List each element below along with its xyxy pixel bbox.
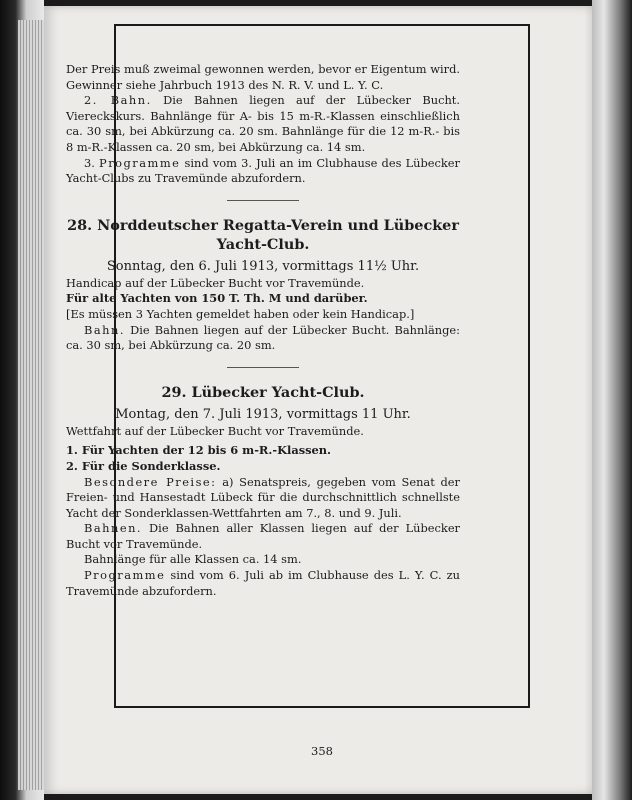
section-29-programme-label: Programme <box>84 568 166 583</box>
section-29-programme-text: sind vom 6. Juli ab im Clubhause des L. Y. C. zu Travemünde abzufordern. <box>66 568 460 598</box>
section-divider-2 <box>227 367 299 368</box>
section-29-wettfahrt: Wettfahrt auf der Lübecker Bucht vor Travemünde. <box>66 423 364 438</box>
section-29-bahnen-text: Die Bahnen aller Klassen liegen auf der Lübecker Bucht vor Travemünde. <box>66 521 460 551</box>
bahn-text: Die Bahnen liegen auf der Lübecker Bucht. Viereckskurs. Bahnlänge für A- bis 15 m-R.-Klassen einschließlich ca. 30 sm, bei Abkürzung ca. 20 sm. Bahnlänge für die 12 m-R.- bis 8 m-R.-Klassen ca. 20 sm, bei Abkürzung ca. 14 sm. <box>66 93 460 154</box>
section-29-item-1: 1. Für Yachten der 12 bis 6 m-R.-Klassen. <box>66 443 332 458</box>
section-29-date: Montag, den 7. Juli 1913, vormittags 11 Uhr. <box>115 406 411 422</box>
section-28-bahn <box>66 323 460 354</box>
section-29-bahnen <box>66 521 460 552</box>
continuation-paragraph-1: Der Preis muß zweimal gewonnen werden, bevor er Eigentum wird. Gewinner siehe Jahrbuch 1913 des N. R. V. und L. Y. C. <box>66 62 460 92</box>
section-28-handicap: Handicap auf der Lübecker Bucht vor Travemünde. <box>66 275 365 290</box>
section-29-item-2: 2. Für die Sonderklasse. <box>66 458 221 473</box>
page-content <box>66 62 460 599</box>
continuation-paragraph-3 <box>66 156 460 187</box>
section-divider-1 <box>227 200 299 201</box>
continuation-paragraph-2 <box>66 93 460 155</box>
section-29-bahnen-label: Bahnen. <box>84 521 143 536</box>
section-28-note: [Es müssen 3 Yachten gemeldet haben oder kein Handicap.] <box>66 306 415 321</box>
section-29-bahnlaenge: Bahnlänge für alle Klassen ca. 14 sm. <box>84 552 302 567</box>
programme-text: sind vom 3. Juli an im Clubhause des Lübecker Yacht-Clubs zu Travemünde abzufordern. <box>66 155 460 186</box>
programme-number: 3. <box>84 155 100 170</box>
page-number: 358 <box>311 744 333 758</box>
section-28-date: Sonntag, den 6. Juli 1913, vormittags 11½ Uhr. <box>106 258 420 274</box>
section-28-heading: 28. Norddeutscher Regatta-Verein und Lübecker Yacht-Club. <box>67 216 459 253</box>
book-page <box>44 6 592 794</box>
section-29-heading: 29. Lübecker Yacht-Club. <box>161 383 365 401</box>
bahn-label: 2. Bahn. <box>84 93 152 108</box>
section-28-bahn-label: Bahn. <box>84 322 125 337</box>
section-29-programme <box>66 568 460 599</box>
section-29-preise-text: a) Senatspreis, gegeben vom Senat der Freien- und Hansestadt Lübeck für die durchschnittlich schnellste Yacht der Sonderklassen-Wettfahrten am 7., 8. und 9. Juli. <box>66 474 460 520</box>
section-29-preise <box>66 475 460 522</box>
programme-label: Programme <box>99 155 181 170</box>
page-edges <box>18 20 46 790</box>
section-28-bahn-text: Die Bahnen liegen auf der Lübecker Bucht. Bahnlänge: ca. 30 sm, bei Abkürzung ca. 20 sm. <box>66 322 460 353</box>
book-edge-right <box>592 0 632 800</box>
section-28-class: Für alte Yachten von 150 T. Th. M und darüber. <box>66 291 368 306</box>
section-29-preise-label: Besondere Preise: <box>84 474 217 489</box>
